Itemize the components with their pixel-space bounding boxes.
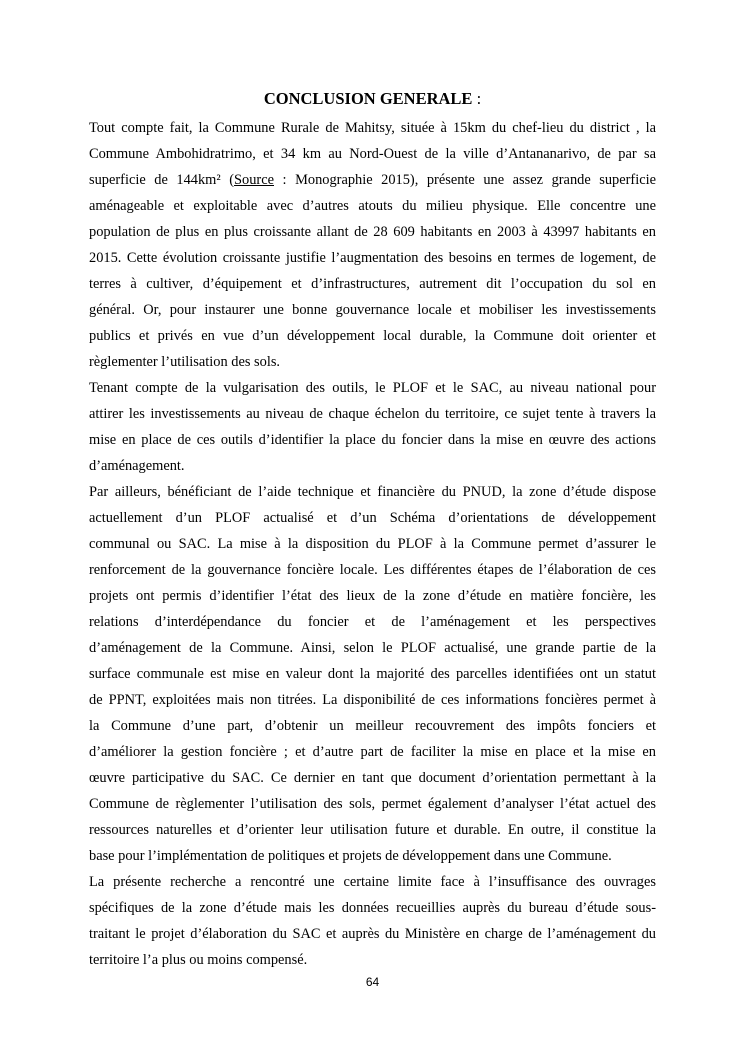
text-line: mise en place de ces outils d’identifier la place du foncier dans la mise en œuvre des actions xyxy=(89,432,656,448)
paragraph-2 xyxy=(89,375,656,479)
text-line: relations d’interdépendance du foncier et de l’aménagement et les perspectives xyxy=(89,614,656,630)
text-line: attirer les investissements au niveau de chaque échelon du territoire, ce sujet tente à travers la xyxy=(89,406,656,422)
text-line: Commune Ambohidratrimo, et 34 km au Nord-Ouest de la ville d’Antananarivo, de par sa xyxy=(89,146,656,162)
paragraph-3 xyxy=(89,479,656,869)
source-reference: Source xyxy=(234,172,274,188)
text-line: La présente recherche a rencontré une certaine limite face à l’insuffisance des ouvrages xyxy=(89,874,656,890)
text-line: ressources naturelles et d’orienter leur utilisation future et durable. En outre, il constitue la xyxy=(89,822,656,838)
text-line: communal ou SAC. La mise à la disposition du PLOF à la Commune permet d’assurer le xyxy=(89,536,656,552)
paragraph-1 xyxy=(89,115,656,375)
text-line: 2015. Cette évolution croissante justifie l’augmentation des besoins en termes de logement, de xyxy=(89,250,656,266)
text-line: traitant le projet d’élaboration du SAC et auprès du Ministère en charge de l’aménagement du xyxy=(89,926,656,942)
text-line: Par ailleurs, bénéficiant de l’aide technique et financière du PNUD, la zone d’étude dispose xyxy=(89,484,656,500)
text-line: d’améliorer la gestion foncière ; et d’autre part de faciliter la mise en place et la mise en xyxy=(89,744,656,760)
page-title xyxy=(0,89,745,109)
text-line: population de plus en plus croissante allant de 28 609 habitants en 2003 à 43997 habitants en xyxy=(89,224,656,240)
text-line: Tenant compte de la vulgarisation des outils, le PLOF et le SAC, au niveau national pour xyxy=(89,380,656,396)
text-fragment: superficie de 144km² ( xyxy=(89,172,235,188)
text-fragment: : Monographie 2015), présente une assez grande superficie xyxy=(274,172,656,188)
text-line: projets ont permis d’identifier l’état des lieux de la zone d’étude en matière foncière, les xyxy=(89,588,656,604)
text-line: renforcement de la gouvernance foncière locale. Les différentes étapes de l’élaboration de ces xyxy=(89,562,656,578)
text-line: spécifiques de la zone d’étude mais les données recueillies auprès du bureau d’étude sous- xyxy=(89,900,656,916)
text-line: la Commune d’une part, d’obtenir un meilleur recouvrement des impôts fonciers et xyxy=(89,718,656,734)
text-line xyxy=(89,167,656,193)
text-line: Commune de règlementer l’utilisation des sols, permet également d’analyser l’état actuel des xyxy=(89,796,656,812)
paragraph-4 xyxy=(89,869,656,973)
page-title-text: CONCLUSION GENERALE xyxy=(263,89,473,108)
text-line: surface communale est mise en valeur dont la majorité des parcelles identifiées ont un statut xyxy=(89,666,656,682)
text-line: actuellement d’un PLOF actualisé et d’un Schéma d’orientations de développement xyxy=(89,510,656,526)
document-body xyxy=(89,115,656,973)
text-line: d’aménagement. xyxy=(89,458,185,474)
text-line: général. Or, pour instaurer une bonne gouvernance locale et mobiliser les investissements xyxy=(89,302,656,318)
page-number: 64 xyxy=(365,975,380,989)
text-line: d’aménagement de la Commune. Ainsi, selon le PLOF actualisé, une grande partie de la xyxy=(89,640,656,656)
text-line: aménageable et exploitable avec d’autres atouts du milieu physique. Elle concentre une xyxy=(89,198,656,214)
text-line: terres à cultiver, d’équipement et d’infrastructures, autrement dit l’occupation du sol en xyxy=(89,276,656,292)
page-title-suffix: : xyxy=(472,89,482,108)
text-line: de PPNT, exploitées mais non titrées. La disponibilité de ces informations foncières permet à xyxy=(89,692,656,708)
text-line: publics et privés en vue d’un développement local durable, la Commune doit orienter et xyxy=(89,328,656,344)
text-line: œuvre participative du SAC. Ce dernier en tant que document d’orientation permettant à la xyxy=(89,770,656,786)
text-line: règlementer l’utilisation des sols. xyxy=(89,354,281,370)
text-line: territoire l’a plus ou moins compensé. xyxy=(89,952,308,968)
text-line: base pour l’implémentation de politiques et projets de développement dans une Commune. xyxy=(89,848,612,864)
text-line: Tout compte fait, la Commune Rurale de Mahitsy, située à 15km du chef-lieu du district , la xyxy=(89,120,656,136)
